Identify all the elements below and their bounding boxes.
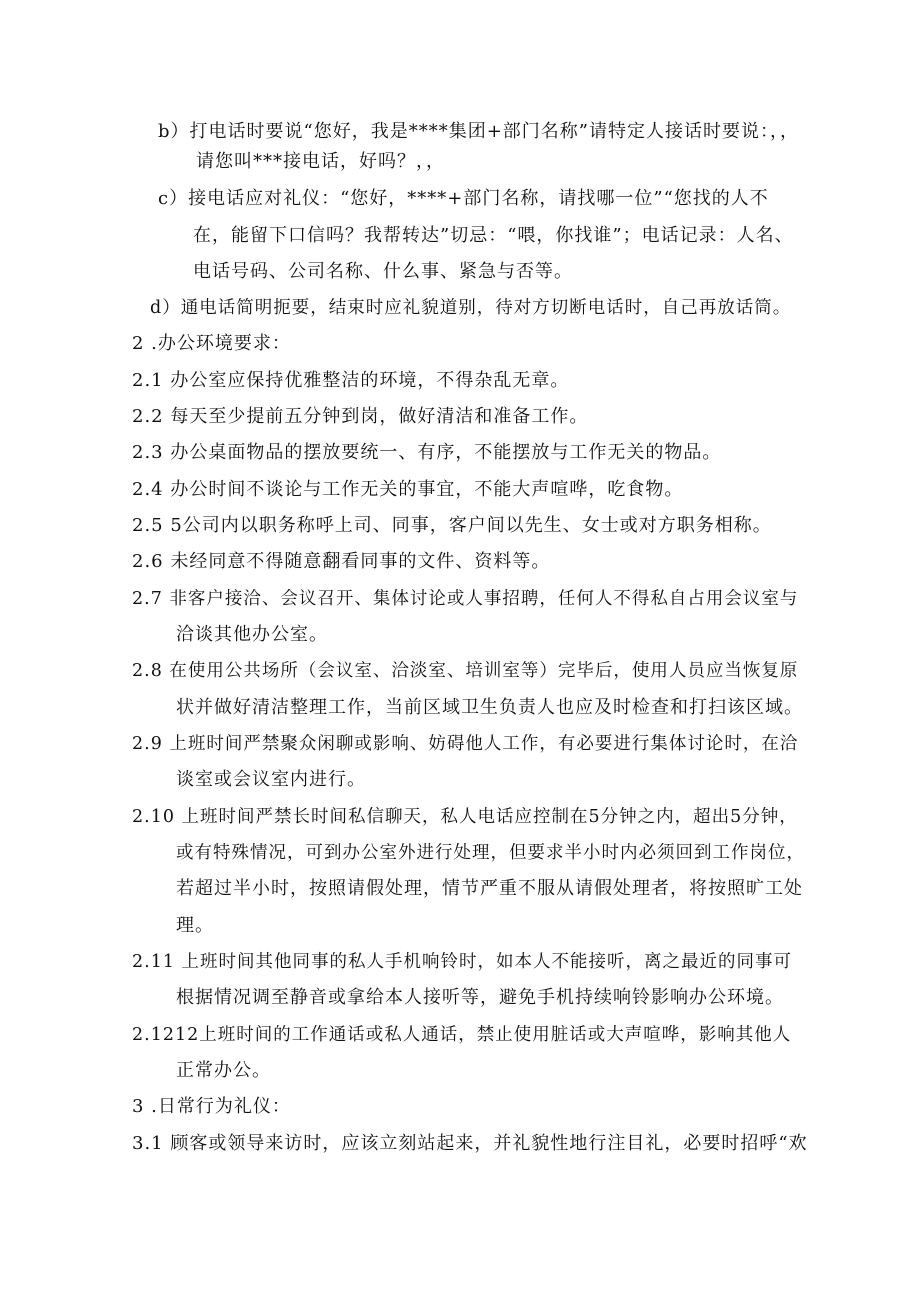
item-2-11-line2: 根据情况调至静音或拿给本人接听等，避免手机持续响铃影响办公环境。 bbox=[176, 987, 784, 1008]
item-2-1: 2.1 办公室应保持优雅整洁的环境，不得杂乱无章。 bbox=[132, 370, 570, 391]
item-2-12-line2: 正常办公。 bbox=[176, 1060, 271, 1081]
item-2-7-line2: 洽谈其他办公室。 bbox=[176, 624, 328, 645]
item-2-4: 2.4 办公时间不谈论与工作无关的事宜，不能大声喧哗，吃食物。 bbox=[132, 479, 684, 500]
item-2-10-line4: 理。 bbox=[176, 915, 214, 936]
item-2-8-line2: 状并做好清洁整理工作，当前区域卫生负责人也应及时检查和打扫该区域。 bbox=[176, 697, 803, 718]
item-3-1-line1: 3.1 顾客或领导来访时，应该立刻站起来，并礼貌性地行注目礼，必要时招呼“欢 bbox=[132, 1133, 808, 1154]
item-2-11-line1: 2.11 上班时间其他同事的私人手机响铃时，如本人不能接听，离之最近的同事可 bbox=[132, 952, 793, 972]
line-d1: d）通电话简明扼要，结束时应礼貌道别，待对方切断电话时，自己再放话筒。 bbox=[150, 298, 792, 318]
item-2-12-line1: 2.1212上班时间的工作通话或私人通话，禁止使用脏话或大声喧哗，影响其他人 bbox=[132, 1025, 792, 1045]
line-c3: 电话号码、公司名称、什么事、紧急与否等。 bbox=[193, 261, 573, 282]
section-heading-2: 2 .办公环境要求： bbox=[132, 333, 291, 354]
item-2-7-line1: 2.7 非客户接洽、会议召开、集体讨论或人事招聘，任何人不得私自占用会议室与 bbox=[132, 589, 799, 609]
item-2-8-line1: 2.8 在使用公共场所（会议室、洽淡室、培训室等）完毕后，使用人员应当恢复原 bbox=[132, 661, 799, 681]
item-2-3: 2.3 办公桌面物品的摆放要统一、有序，不能摆放与工作无关的物品。 bbox=[132, 442, 722, 463]
item-2-2: 2.2 每天至少提前五分钟到岗，做好清洁和准备工作。 bbox=[132, 406, 589, 427]
line-c2: 在，能留下口信吗？我帮转达”切忌：“喂，你找谁”；电话记录：人名、 bbox=[193, 225, 794, 246]
item-2-10-line1: 2.10 上班时间严禁长时间私信聊天，私人电话应控制在5分钟之内，超出5分钟， bbox=[132, 807, 798, 827]
item-2-6: 2.6 未经同意不得随意翻看同事的文件、资料等。 bbox=[132, 551, 551, 572]
item-2-10-line3: 若超过半小时，按照请假处理，情节严重不服从请假处理者，将按照旷工处 bbox=[176, 878, 803, 899]
item-2-9-line2: 谈室或会议室内进行。 bbox=[176, 769, 366, 790]
line-b2: 请您叫***接电话，好吗？，， bbox=[196, 151, 445, 172]
item-2-10-line2: 或有特殊情况，可到办公室外进行处理，但要求半小时内必须回到工作岗位， bbox=[176, 843, 805, 863]
item-2-5: 2.5 5公司内以职务称呼上司、同事，客户间以先生、女士或对方职务相称。 bbox=[132, 515, 772, 536]
section-heading-3: 3 .日常行为礼仪： bbox=[132, 1096, 291, 1117]
line-c1: c）接电话应对礼仪：“您好，****+部门名称，请找哪一位”“您找的人不 bbox=[158, 188, 769, 209]
item-2-9-line1: 2.9 上班时间严禁聚众闲聊或影响、妨碍他人工作，有必要进行集体讨论时，在洽 bbox=[132, 734, 799, 754]
line-b1: b）打电话时要说“您好，我是****集团+部门名称”请特定人接话时要说：，， bbox=[158, 121, 800, 142]
